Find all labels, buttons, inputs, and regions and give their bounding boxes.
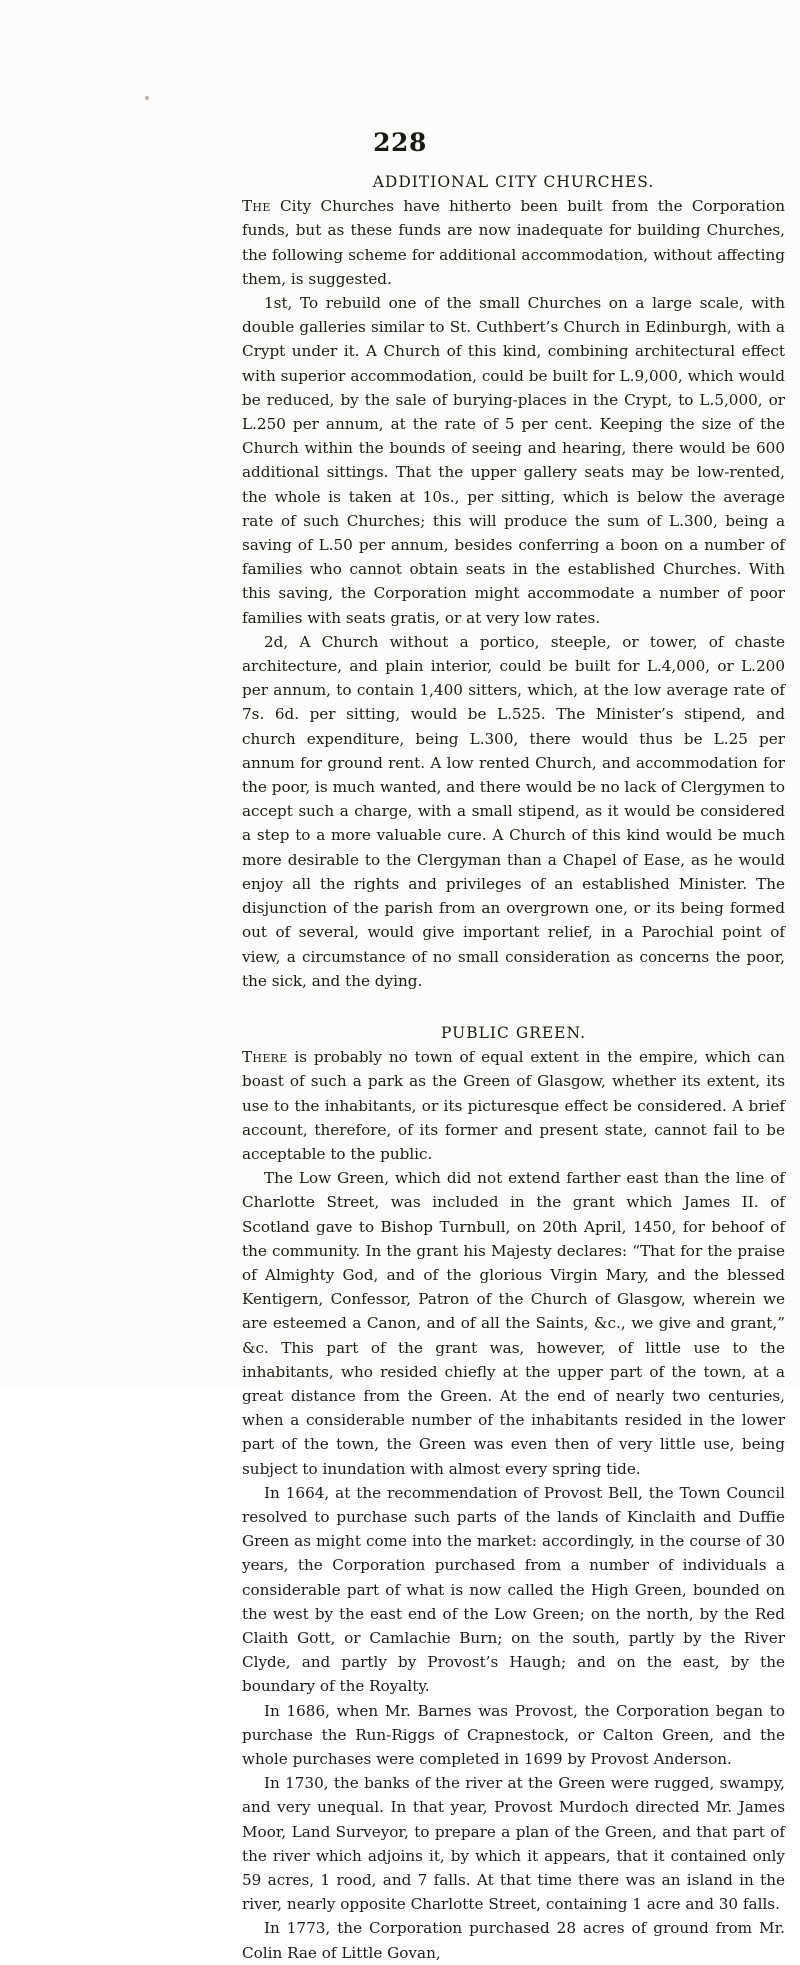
page-content [242, 170, 785, 1965]
paragraph [242, 194, 785, 291]
paragraph-lead: There [242, 1048, 288, 1067]
paragraph-text: In 1686, when Mr. Barnes was Provost, the Corporation began to purchase the Run-Riggs of Crapnestock, or Calton Green, and the whole purchases were completed in 1699 by Provost Anderson. [242, 1701, 785, 1768]
paragraph-text: The Low Green, which did not extend farther east than the line of Charlotte Street, was included in the grant which James II. of Scotland gave to Bishop Turnbull, on 20th April, 1450, for behoof of the community. In the grant his Majesty declares: “That for the praise of Almighty God, and of the glorious Virgin Mary, and the blessed Kentigern, Confessor, Patron of the Church of Glasgow, wherein we are esteemed a Canon, and of all the Saints, &c., we give and grant,” &c. This part of the grant was, however, of little use to the inhabitants, who resided chiefly at the upper part of the town, at a great distance from the Green. At the end of nearly two centuries, when a considerable number of the inhabitants resided in the lower part of the town, the Green was even then of very little use, being subject to inundation with almost every spring tide. [242, 1169, 785, 1478]
paragraph-text: 1st, To rebuild one of the small Churches on a large scale, with double galleries similar to St. Cuthbert’s Church in Edinburgh, with a Crypt under it. A Church of this kind, combining architectural effect with superior accommodation, could be built for L.9,000, which would be reduced, by the sale of burying-places in the Crypt, to L.5,000, or L.250 per annum, at the rate of 5 per cent. Keeping the size of the Church within the bounds of seeing and hearing, there would be 600 additional sittings. That the upper gallery seats may be low-rented, the whole is taken at 10s., per sitting, which is below the average rate of such Churches; this will produce the sum of L.300, being a saving of L.50 per annum, besides conferring a boon on a number of families who cannot obtain seats in the established Churches. With this saving, the Corporation might accommodate a number of poor families with seats gratis, or at very low rates. [242, 294, 785, 627]
section-heading-public-green: PUBLIC GREEN. [441, 1023, 586, 1042]
section-heading-additional-city-churches: ADDITIONAL CITY CHURCHES. [372, 173, 655, 191]
paragraph [242, 1481, 785, 1699]
paragraph-text: In 1773, the Corporation purchased 28 acres of ground from Mr. Colin Rae of Little Govan, [242, 1919, 785, 1962]
paragraph [242, 291, 785, 630]
paragraph [242, 1699, 785, 1772]
paragraph [242, 1166, 785, 1481]
paragraph-text: is probably no town of equal extent in the empire, which can boast of such a park as the Green of Glasgow, whether its extent, its use to the inhabitants, or its picturesque effect be considered. A brief account, therefore, of its former and present state, cannot fail to be acceptable to the public. [242, 1048, 785, 1163]
paragraph-lead: The [242, 197, 271, 216]
ink-speck [145, 96, 149, 100]
paragraph-text: In 1664, at the recommendation of Provost Bell, the Town Council resolved to purchase such parts of the lands of Kinclaith and Duffie Green as might come into the market: accordingly, in the course of 30 years, the Corporation purchased from a number of individuals a considerable part of what is now called the High Green, bounded on the west by the east end of the Low Green; on the north, by the Red Claith Gott, or Camlachie Burn; on the south, partly by the River Clyde, and partly by Provost’s Haugh; and on the east, by the boundary of the Royalty. [242, 1483, 785, 1696]
paragraph-text: In 1730, the banks of the river at the Green were rugged, swampy, and very unequal. In that year, Provost Murdoch directed Mr. James Moor, Land Surveyor, to prepare a plan of the Green, and that part of the river which adjoins it, by which it appears, that it contained only 59 acres, 1 rood, and 7 falls. At that time there was an island in the river, nearly opposite Charlotte Street, containing 1 acre and 30 falls. [242, 1774, 785, 1914]
paragraph [242, 1771, 785, 1916]
page-number: 228 [373, 128, 427, 157]
paragraph-text: City Churches have hitherto been built from the Corporation funds, but as these funds are now inadequate for building Churches, the following scheme for additional accommodation, without affecting them, is suggested. [242, 197, 785, 288]
paragraph-text: 2d, A Church without a portico, steeple, or tower, of chaste architecture, and plain interior, could be built for L.4,000, or L.200 per annum, to contain 1,400 sitters, which, at the low average rate of 7s. 6d. per sitting, would be L.525. The Minister’s stipend, and church expenditure, being L.300, there would thus be L.25 per annum for ground rent. A low rented Church, and accommodation for the poor, is much wanted, and there would be no lack of Clergymen to accept such a charge, with a small stipend, as it would be considered a step to a more valuable cure. A Church of this kind would be much more desirable to the Clergyman than a Chapel of Ease, as he would enjoy all the rights and privileges of an established Minister. The disjunction of the parish from an overgrown one, or its being formed out of several, would give important relief, in a Parochial point of view, a circumstance of no small consideration as concerns the poor, the sick, and the dying. [242, 632, 785, 990]
paragraph [242, 1045, 785, 1166]
paragraph [242, 630, 785, 993]
paragraph [242, 1916, 785, 1964]
